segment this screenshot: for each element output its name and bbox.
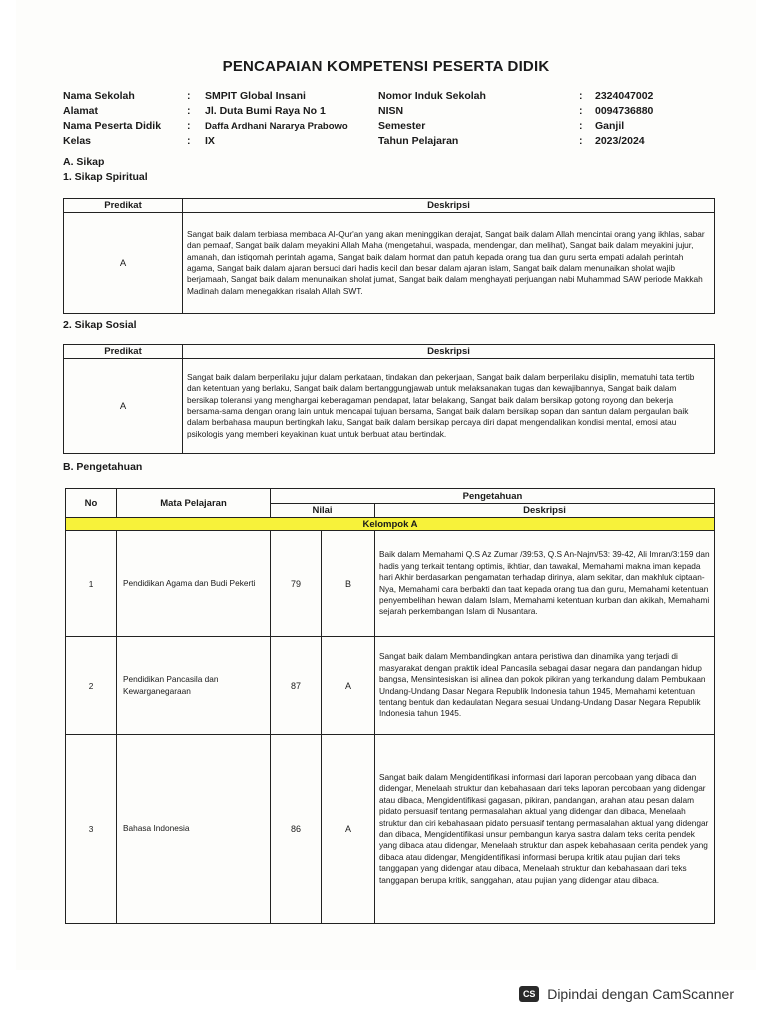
table-row <box>66 637 715 735</box>
col-predikat: Predikat <box>64 199 183 213</box>
info-colon: : <box>187 90 191 102</box>
camscanner-logo-icon: CS <box>519 986 539 1002</box>
info-colon: : <box>187 135 191 147</box>
info-row-semester <box>378 119 653 134</box>
row-deskripsi: Sangat baik dalam Membandingkan antara peristiwa dan dinamika yang terjadi di masyarakat dengan praktik ideal Pancasila sebagai dasar negara dan pandangan hidup bangsa, Mensintesiskan isi alinea dan pokok pikiran yang terkandung dalam Pembukaan Undang-Undang Dasar Negara Republik Indonesia tahun 1945, Memahami ketentuan tentang bentuk dan kedaulatan Negara sesuai Undang-Undang Dasar Negara Republik Indonesia tahun 1945. <box>375 637 715 735</box>
page-title: PENCAPAIAN KOMPETENSI PESERTA DIDIK <box>222 58 550 75</box>
predikat-value: A <box>64 359 183 454</box>
row-mapel: Pendidikan Agama dan Budi Pekerti <box>117 531 271 637</box>
info-label: Nomor Induk Sekolah <box>378 90 486 102</box>
info-row-class <box>63 134 348 149</box>
col-deskripsi: Deskripsi <box>183 199 715 213</box>
sikap-spiritual-table <box>63 198 715 314</box>
col-deskripsi: Deskripsi <box>183 345 715 359</box>
info-value: Daffa Ardhani Nararya Prabowo <box>205 121 348 132</box>
section-a-heading: A. Sikap <box>63 156 105 168</box>
sikap-sosial-heading: 2. Sikap Sosial <box>63 319 137 331</box>
predikat-value: A <box>64 213 183 314</box>
row-mapel: Pendidikan Pancasila dan Kewarganegaraan <box>117 637 271 735</box>
info-value: 2023/2024 <box>595 135 645 147</box>
info-label: Kelas <box>63 135 92 147</box>
info-colon: : <box>187 120 191 132</box>
deskripsi-value: Sangat baik dalam terbiasa membaca Al-Qur'an yang akan meninggikan derajat, Sangat baik dalam Allah mencintai orang yang ikhlas, sabar dan pemaaf, Sangat baik dalam meyakini Allah Maha (mengetahui, waspada, mendengar, dan melihat), Sangat baik dalam meyakini jujur, amanah, dan istiqomah perintah agama, Sangat baik dalam hormat dan patuh kepada orang tua dan guru serta empati adalah perintah agama, Sangat baik dalam ajaran bersuci dari hadis kecil dan besar dalam ajaran islam, Sangat baik dalam menunaikan sholat wajib berjamaah, Sangat baik dalam menunaikan sholat jumat, Sangat baik dalam menghayati perjuangan nabi Muhammad SAW periode Makkah Madinah dalam menegakkan risalah Allah SWT. <box>183 213 715 314</box>
col-nilai: Nilai <box>271 504 375 518</box>
row-deskripsi: Baik dalam Memahami Q.S Az Zumar /39:53, Q.S An-Najm/53: 39-42, Ali Imran/3:159 dan hadis yang terkait tentang optimis, ikhtiar, dan tawakal, Memahami makna iman kepada hari Akhir berdasarkan pengamatan terhadap dirinya, alam sekitar, dan makhluk ciptaan-Nya, Memahami cara berbakti dan taat kepada orang tua dan guru, Memahami ketentuan penyembelihan hewan dalam Islam, Memahami ketentuan kurban dan akikah, Memahami sejarah perkembangan Islam di Nusantara. <box>375 531 715 637</box>
info-label: Nama Sekolah <box>63 90 135 102</box>
info-colon: : <box>187 105 191 117</box>
row-no: 3 <box>66 735 117 924</box>
table-header-row <box>64 199 715 213</box>
sikap-spiritual-heading: 1. Sikap Spiritual <box>63 171 148 183</box>
info-row-school <box>63 89 348 104</box>
header-left <box>63 89 348 149</box>
col-predikat: Predikat <box>64 345 183 359</box>
info-colon: : <box>579 105 583 117</box>
table-row <box>64 359 715 454</box>
table-row <box>64 213 715 314</box>
info-row-nisn <box>378 104 653 119</box>
camscanner-watermark <box>519 986 734 1002</box>
sikap-sosial-table <box>63 344 715 454</box>
info-value: IX <box>205 135 215 147</box>
row-nilai: 87 <box>271 637 322 735</box>
group-row <box>66 518 715 531</box>
row-no: 2 <box>66 637 117 735</box>
row-predikat: A <box>322 637 375 735</box>
info-label: Semester <box>378 120 426 132</box>
info-value: Ganjil <box>595 120 625 132</box>
info-colon: : <box>579 135 583 147</box>
group-label: Kelompok A <box>66 518 715 531</box>
info-label: Alamat <box>63 105 99 117</box>
row-deskripsi: Sangat baik dalam Mengidentifikasi informasi dari laporan percobaan yang dibaca dan didengar, Menelaah struktur dan kebahasaan dari teks laporan percobaan yang didengar atau dibaca, Mengidentifikasi gagasan, pikiran, pandangan, arahan atau pesan dalam pidato persuasif tentang permasalahan aktual yang didengar dan dibaca, Menelaah struktur dan ciri kebahasaan pidato persuasif tentang permasalahan aktual yang didengar dan dibaca, Mengidentifikasi unsur pembangun karya sastra dalam teks cerita pendek yang dibaca atau didengar, Menelaah struktur dan aspek kebahasaan cerita pendek yang dibaca atau didengar, Mengidentifikasi informasi berupa kritik atau pujian dari teks tanggapan yang didengar atau dibaca, Menelaah struktur dan kebahasaan dari teks tanggapan berupa kritik, sanggahan, atau pujian yang didengar atau dibaca. <box>375 735 715 924</box>
col-no: No <box>66 489 117 518</box>
info-row-address <box>63 104 348 119</box>
deskripsi-value: Sangat baik dalam berperilaku jujur dalam perkataan, tindakan dan pekerjaan, Sangat baik dalam berperilaku disiplin, mematuhi tata tertib dan ketentuan yang berlaku, Sangat baik dalam bertanggungjawab untuk melaksanakan tugas dan kewajibannya, Sangat baik dalam bersikap toleransi yang menghargai keberagaman pendapat, latar belakang, Sangat baik dalam bersikap gotong royong dan bekerja bersama-sama dengan orang lain untuk mencapai tujuan bersama, Sangat baik dalam bersikap sopan dan santun dalam pergaulan baik dalam berbahasa maupun bertingkah laku, Sangat baik dalam bersikap percaya diri dapat mengendalikan kondisi mental, emosi atau psikologis yang memberi keyakinan kuat untuk berbuat atau bertindak. <box>183 359 715 454</box>
row-predikat: B <box>322 531 375 637</box>
row-predikat: A <box>322 735 375 924</box>
col-pengetahuan: Pengetahuan <box>271 489 715 504</box>
info-value: SMPIT Global Insani <box>205 90 306 102</box>
section-b-heading: B. Pengetahuan <box>63 461 143 473</box>
table-row <box>66 531 715 637</box>
info-row-student <box>63 119 348 134</box>
row-mapel: Bahasa Indonesia <box>117 735 271 924</box>
info-colon: : <box>579 120 583 132</box>
header-right <box>378 89 653 149</box>
info-label: NISN <box>378 105 404 117</box>
col-mata-pelajaran: Mata Pelajaran <box>117 489 271 518</box>
info-colon: : <box>579 90 583 102</box>
table-header-row <box>64 345 715 359</box>
info-row-nis <box>378 89 653 104</box>
info-value: 0094736880 <box>595 105 654 117</box>
info-value: 2324047002 <box>595 90 654 102</box>
document-sheet <box>16 0 756 970</box>
info-label: Tahun Pelajaran <box>378 135 459 147</box>
info-value: Jl. Duta Bumi Raya No 1 <box>205 105 326 117</box>
info-label: Nama Peserta Didik <box>63 120 162 132</box>
row-no: 1 <box>66 531 117 637</box>
row-nilai: 79 <box>271 531 322 637</box>
table-header-row <box>66 489 715 504</box>
table-row <box>66 735 715 924</box>
row-nilai: 86 <box>271 735 322 924</box>
camscanner-text: Dipindai dengan CamScanner <box>547 986 734 1002</box>
col-deskripsi: Deskripsi <box>375 504 715 518</box>
pengetahuan-table <box>65 488 715 924</box>
info-row-year <box>378 134 653 149</box>
